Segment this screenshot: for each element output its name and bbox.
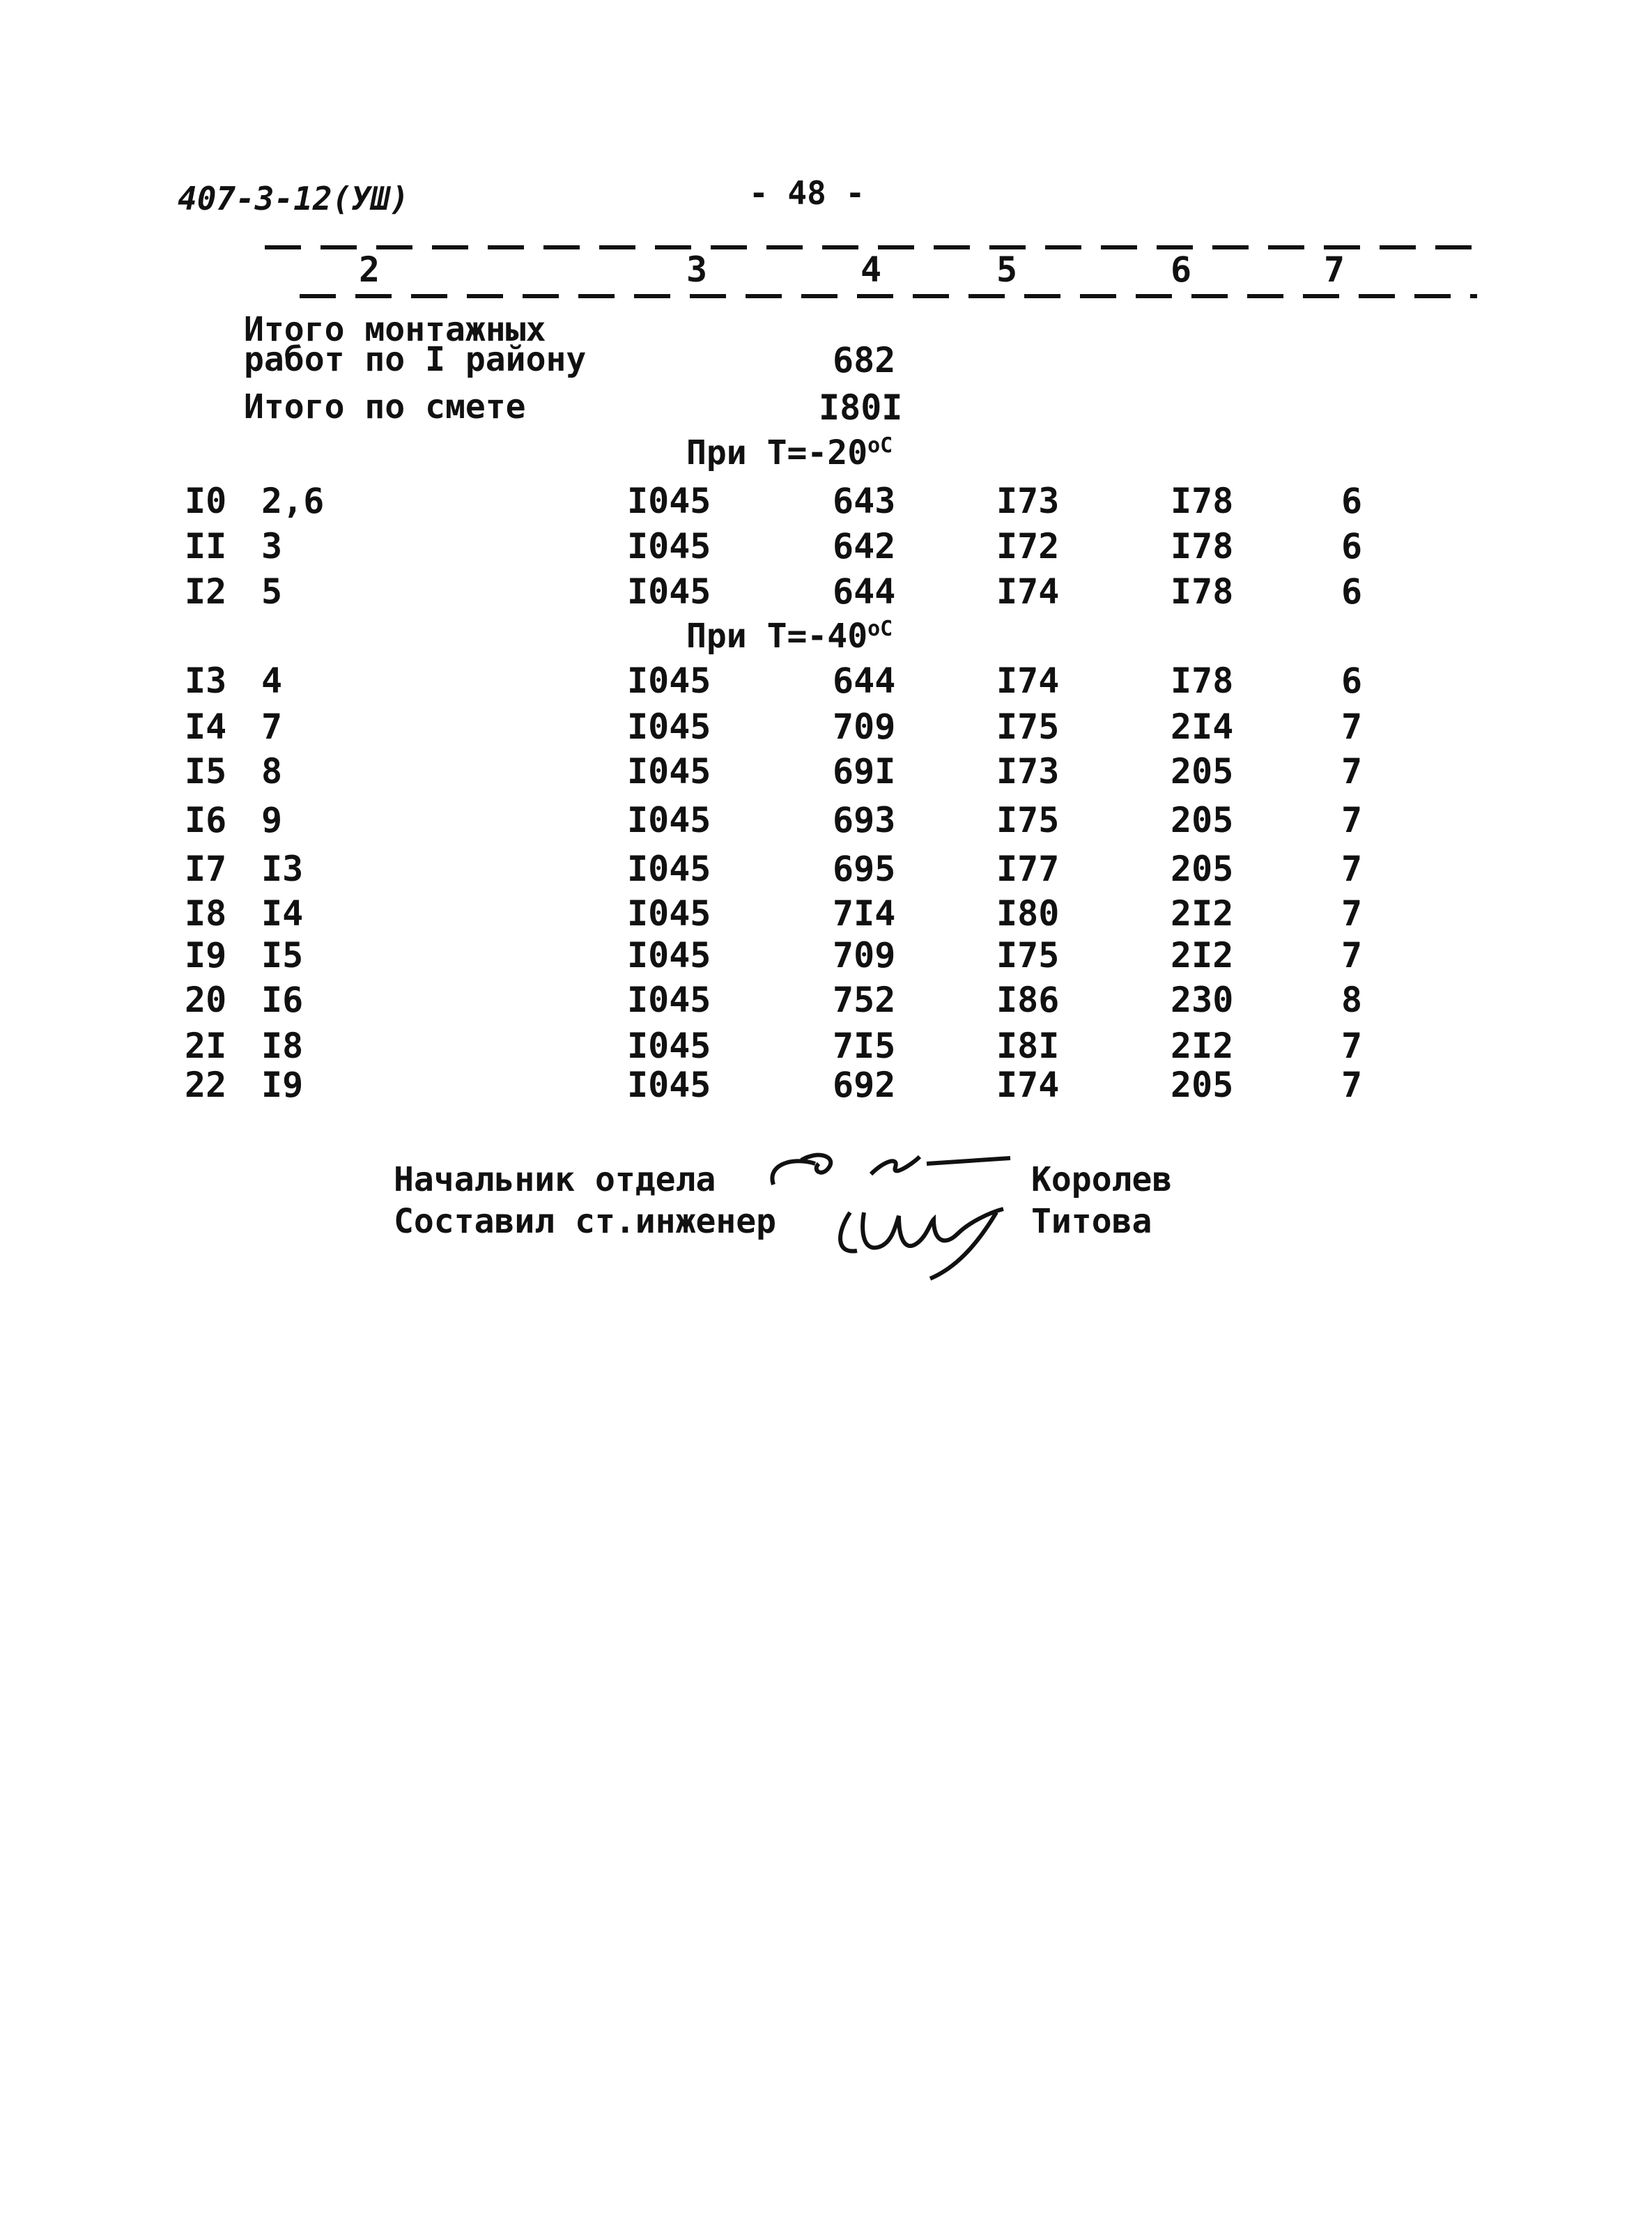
table-cell-c3: I045 — [627, 661, 711, 701]
table-cell-n: I2 — [185, 571, 227, 612]
table-cell-c4: 644 — [833, 571, 896, 612]
table-cell-c5: I75 — [996, 935, 1060, 976]
table-cell-c7: 6 — [1341, 481, 1363, 521]
table-cell-c4: 709 — [833, 707, 896, 747]
column-number-7: 7 — [1324, 249, 1345, 290]
table-cell-c2: 7 — [261, 707, 283, 747]
table-cell-c7: 7 — [1341, 800, 1363, 840]
table-cell-c3: I045 — [627, 1026, 711, 1066]
table-cell-c4: 709 — [833, 935, 896, 976]
table-cell-c2: I5 — [261, 935, 304, 976]
table-cell-c6: 2I4 — [1171, 707, 1234, 747]
table-cell-c3: I045 — [627, 707, 711, 747]
table-cell-c6: I78 — [1171, 661, 1234, 701]
handwritten-signature-2 — [829, 1185, 1024, 1289]
table-cell-c6: 205 — [1171, 800, 1234, 840]
section-heading-minus-20 — [686, 433, 893, 472]
table-cell-c6: I78 — [1171, 526, 1234, 567]
table-cell-c3: I045 — [627, 849, 711, 889]
table-cell-c4: 692 — [833, 1065, 896, 1105]
table-cell-c4: 644 — [833, 661, 896, 701]
section-heading-unit: oC — [867, 433, 893, 458]
summary-value-1: 682 — [833, 340, 896, 380]
summary-value-3: I80I — [819, 387, 903, 428]
table-cell-c6: I78 — [1171, 481, 1234, 521]
column-number-6: 6 — [1171, 249, 1192, 290]
table-cell-c2: I6 — [261, 980, 304, 1020]
table-cell-c7: 7 — [1341, 751, 1363, 792]
summary-line-1: Итого монтажных — [244, 310, 546, 349]
table-cell-c7: 7 — [1341, 893, 1363, 934]
table-cell-c2: 2,6 — [261, 481, 325, 521]
table-cell-c2: 5 — [261, 571, 283, 612]
table-cell-n: I3 — [185, 661, 227, 701]
table-cell-c5: I77 — [996, 849, 1060, 889]
table-cell-c2: I4 — [261, 893, 304, 934]
table-cell-c2: I3 — [261, 849, 304, 889]
section-heading-label: При T=-20 — [686, 433, 868, 472]
table-cell-c4: 695 — [833, 849, 896, 889]
table-cell-c5: I73 — [996, 481, 1060, 521]
page-number: - 48 - — [749, 174, 865, 212]
table-cell-c5: I75 — [996, 800, 1060, 840]
table-cell-c5: I8I — [996, 1026, 1060, 1066]
signature-role-1: Начальник отдела — [394, 1160, 716, 1199]
section-heading-minus-40 — [686, 617, 893, 656]
header-rule-bottom — [300, 294, 1477, 298]
table-cell-c6: 205 — [1171, 751, 1234, 792]
table-cell-c2: 9 — [261, 800, 283, 840]
table-cell-c5: I80 — [996, 893, 1060, 934]
table-cell-c7: 6 — [1341, 661, 1363, 701]
table-cell-c3: I045 — [627, 935, 711, 976]
column-number-4: 4 — [860, 249, 882, 290]
table-cell-n: 20 — [185, 980, 227, 1020]
column-number-2: 2 — [359, 249, 380, 290]
table-cell-c6: I78 — [1171, 571, 1234, 612]
table-cell-c7: 6 — [1341, 571, 1363, 612]
table-cell-c5: I73 — [996, 751, 1060, 792]
table-cell-c4: 752 — [833, 980, 896, 1020]
table-cell-n: 2I — [185, 1026, 227, 1066]
table-cell-c7: 7 — [1341, 849, 1363, 889]
table-cell-n: I9 — [185, 935, 227, 976]
table-cell-c6: 2I2 — [1171, 935, 1234, 976]
table-cell-c2: I8 — [261, 1026, 304, 1066]
table-cell-c5: I74 — [996, 661, 1060, 701]
table-cell-c3: I045 — [627, 800, 711, 840]
table-cell-c2: 8 — [261, 751, 283, 792]
table-cell-c6: 230 — [1171, 980, 1234, 1020]
document-code: 407-3-12(УШ) — [178, 180, 410, 217]
table-cell-c3: I045 — [627, 526, 711, 567]
table-cell-c5: I72 — [996, 526, 1060, 567]
table-cell-c3: I045 — [627, 980, 711, 1020]
table-cell-c4: 69I — [833, 751, 896, 792]
signature-role-2: Составил ст.инженер — [394, 1202, 777, 1241]
table-cell-c7: 8 — [1341, 980, 1363, 1020]
table-cell-c4: 7I5 — [833, 1026, 896, 1066]
signature-name-1: Королев — [1031, 1160, 1173, 1199]
table-cell-c5: I74 — [996, 1065, 1060, 1105]
column-number-5: 5 — [996, 249, 1018, 290]
table-cell-c7: 7 — [1341, 1065, 1363, 1105]
table-cell-c5: I74 — [996, 571, 1060, 612]
table-cell-c6: 205 — [1171, 1065, 1234, 1105]
table-cell-c3: I045 — [627, 481, 711, 521]
table-cell-c4: 7I4 — [833, 893, 896, 934]
summary-line-2: работ по I району — [244, 340, 587, 379]
table-cell-c2: 3 — [261, 526, 283, 567]
table-cell-n: I6 — [185, 800, 227, 840]
table-cell-c3: I045 — [627, 1065, 711, 1105]
table-cell-n: 22 — [185, 1065, 227, 1105]
column-number-3: 3 — [686, 249, 708, 290]
table-cell-n: I5 — [185, 751, 227, 792]
table-cell-n: I0 — [185, 481, 227, 521]
table-cell-c3: I045 — [627, 571, 711, 612]
table-cell-n: II — [185, 526, 227, 567]
table-cell-c4: 643 — [833, 481, 896, 521]
table-cell-c4: 693 — [833, 800, 896, 840]
table-cell-c7: 7 — [1341, 1026, 1363, 1066]
section-heading-label: При T=-40 — [686, 617, 868, 656]
table-cell-c3: I045 — [627, 751, 711, 792]
table-cell-c5: I75 — [996, 707, 1060, 747]
table-cell-n: I4 — [185, 707, 227, 747]
summary-line-3: Итого по смете — [244, 387, 526, 426]
table-cell-c2: I9 — [261, 1065, 304, 1105]
signature-name-2: Титова — [1031, 1202, 1152, 1241]
table-cell-c6: 2I2 — [1171, 893, 1234, 934]
table-cell-c7: 7 — [1341, 935, 1363, 976]
table-cell-c7: 6 — [1341, 526, 1363, 567]
table-cell-c6: 205 — [1171, 849, 1234, 889]
table-cell-c2: 4 — [261, 661, 283, 701]
table-cell-c6: 2I2 — [1171, 1026, 1234, 1066]
table-cell-n: I7 — [185, 849, 227, 889]
section-heading-unit: oC — [867, 617, 893, 641]
table-cell-c5: I86 — [996, 980, 1060, 1020]
table-cell-c7: 7 — [1341, 707, 1363, 747]
table-cell-n: I8 — [185, 893, 227, 934]
table-cell-c3: I045 — [627, 893, 711, 934]
table-cell-c4: 642 — [833, 526, 896, 567]
